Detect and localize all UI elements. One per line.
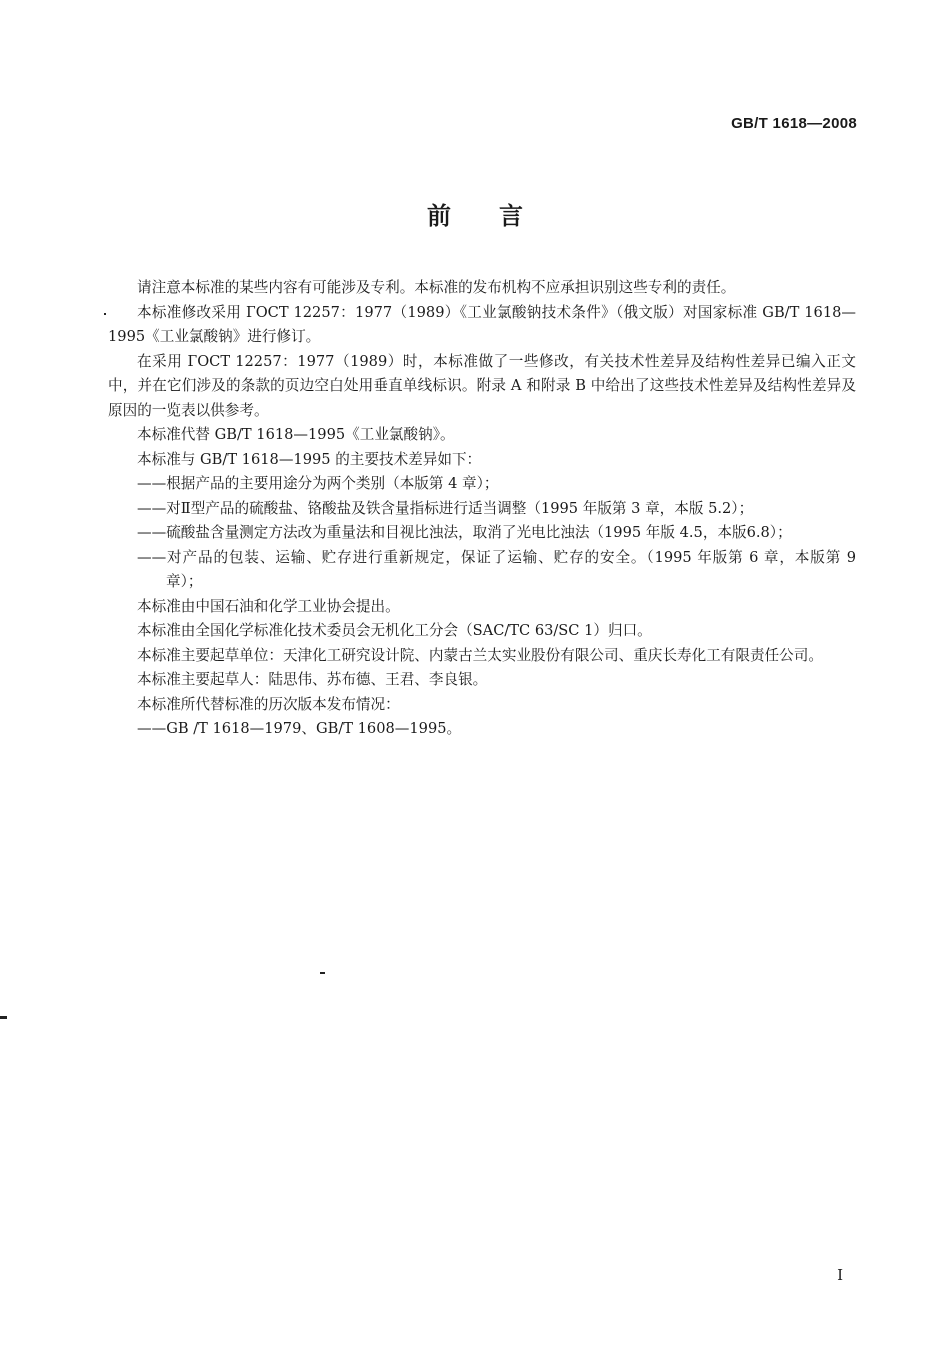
paragraph-committee: 本标准由全国化学标准化技术委员会无机化工分会（SAC/TC 63/SC 1）归口。: [137, 622, 652, 639]
paragraph-adoption: 本标准修改采用 ГОСТ 12257：1977（1989）《工业氯酸钠技术条件》（俄文版）对国家标准 GB/T 1618—1995《工业氯酸钠》进行修订。: [108, 303, 856, 345]
scan-speck: [320, 972, 325, 974]
paragraph-patent-notice: 请注意本标准的某些内容有可能涉及专利。本标准的发布机构不应承担识别这些专利的责任。: [137, 279, 736, 296]
difference-item: ——根据产品的主要用途分为两个类别（本版第 4 章）；: [137, 475, 499, 492]
paragraph-differences-intro: 本标准与 GB/T 1618—1995 的主要技术差异如下：: [137, 450, 482, 468]
paragraph-history-intro: 本标准所代替标准的历次版本发布情况：: [137, 695, 400, 713]
paragraph-drafters: 本标准主要起草人：陆思伟、苏布德、王君、李良银。: [137, 671, 488, 688]
paragraph-modifications: 在采用 ГОСТ 12257：1977（1989）时，本标准做了一些修改，有关技术性差异及结构性差异已编入正文中，并在它们涉及的条款的页边空白处用垂直单线标识。附录 A 和附录 B 中给出了这些技术性差异及结构性差异及原因的一览表以供参考。: [108, 352, 856, 419]
difference-item: ——对Ⅱ型产品的硫酸盐、铬酸盐及铁含量指标进行适当调整（1995 年版第 3 章，本版 5.2）；: [137, 499, 754, 517]
history-item: ——GB /T 1618—1979、GB/T 1608—1995。: [137, 720, 462, 737]
scan-speck: [104, 313, 106, 315]
paragraph-drafting-units: 本标准主要起草单位：天津化工研究设计院、内蒙古兰太实业股份有限公司、重庆长寿化工有限责任公司。: [137, 646, 823, 664]
page-title: 前言: [427, 202, 571, 230]
page-number: I: [837, 1266, 843, 1284]
paragraph-proposer: 本标准由中国石油和化学工业协会提出。: [137, 597, 400, 615]
standard-code: GB/T 1618—2008: [731, 115, 857, 132]
foreword-body: [108, 276, 856, 742]
difference-item: ——对产品的包装、运输、贮存进行重新规定，保证了运输、贮存的安全。（1995 年版第 6 章，本版第 9 章）；: [137, 548, 856, 590]
scan-speck: [0, 1016, 7, 1019]
difference-item: ——硫酸盐含量测定方法改为重量法和目视比浊法，取消了光电比浊法（1995 年版 4.5，本版6.8）；: [137, 524, 792, 541]
paragraph-replaces: 本标准代替 GB/T 1618—1995《工业氯酸钠》。: [137, 426, 455, 443]
